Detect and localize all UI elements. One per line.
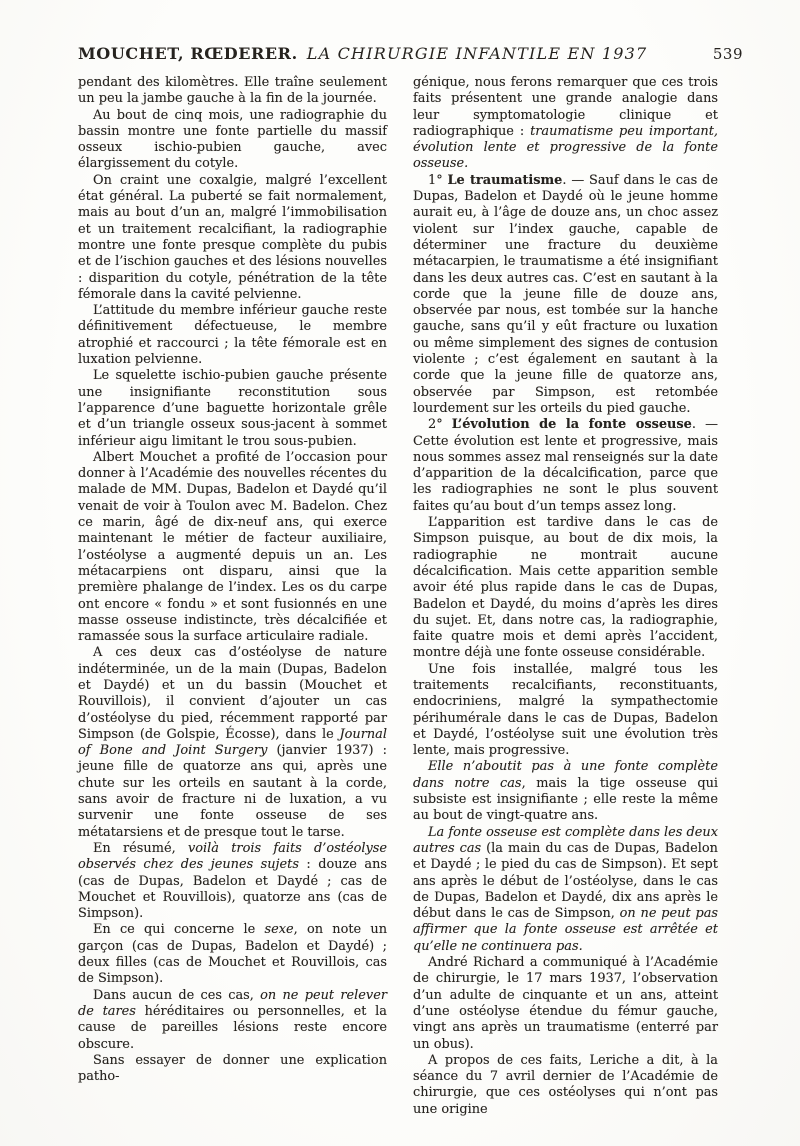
paragraph (78, 1053, 387, 1086)
paragraph (78, 303, 387, 368)
text-run: (la main du cas de Dupas, Badelon et Daydé ; le pied du cas de Simpson). Et sept ans après le début de l’ostéolyse, dans le cas de Dupas, Badelon et Daydé, dix ans après le début dans le cas de Simpson, (413, 840, 718, 922)
text-run: Dans aucun de ces cas, (93, 987, 261, 1003)
text-run: En résumé, (93, 840, 188, 856)
paragraph (413, 515, 718, 662)
italic-run: on ne peut relever de tares (78, 987, 387, 1019)
text-run: : douze ans (cas de Dupas, Badelon et Daydé ; cas de Mouchet et Rouvillois), quatorze ans (cas de Simpson). (78, 857, 387, 922)
bold-run: L’évolution de la fonte osseuse (451, 417, 692, 433)
text-run: pendant des kilomètres. Elle traîne seulement un peu la jambe gauche à la fin de la journée. (78, 75, 387, 107)
text-run: , on note un garçon (cas de Dupas, Badelon et Daydé) ; deux filles (cas de Mouchet et Rouvillois, cas de Simpson). (78, 922, 387, 987)
page-number: 539 (712, 45, 743, 63)
running-head (78, 44, 743, 63)
paragraph (413, 759, 718, 824)
text-run: En ce qui concerne le (93, 922, 265, 938)
paragraph (413, 825, 718, 955)
text-columns (78, 75, 718, 1118)
paragraph (78, 368, 387, 449)
paragraph (78, 173, 387, 303)
paragraph (413, 173, 718, 417)
italic-run: La fonte osseuse est complète dans les deux autres cas (413, 824, 718, 856)
running-head-authors: MOUCHET, RŒDERER. (78, 44, 298, 63)
text-run: A propos de ces faits, Leriche a dit, à la séance du 7 avril dernier de l’Académie de chirurgie, que ces ostéolyses qui n’ont pas une origine (413, 1052, 718, 1117)
column-left (78, 75, 387, 1118)
text-run: L’apparition est tardive dans le cas de Simpson puisque, au bout de dix mois, la radiographie ne montrait aucune décalcification. Mais cette apparition semble avoir été plus rapide dans le cas de Dupas, Badelon et Daydé, du moins d’après les dires du sujet. Et, dans notre cas, la radiographie, faite quatre mois et demi après l’accident, montre déjà une fonte osseuse considérable. (413, 515, 718, 661)
paragraph (78, 841, 387, 922)
text-run: A ces deux cas d’ostéolyse de nature indéterminée, un de la main (Dupas, Badelon et Daydé) et un du bassin (Mouchet et Rouvillois), il convient d’ajouter un cas d’ostéolyse du pied, récemment rapporté par Simpson (de Golspie, Écosse), dans le (78, 645, 387, 742)
text-run: 1° (428, 172, 448, 188)
text-run: , mais la tige osseuse qui subsiste est insignifiante ; elle reste la même au bout de vingt-quatre ans. (413, 775, 718, 824)
text-run: L’attitude du membre inférieur gauche reste définitivement défectueuse, le membre atrophié et raccourci ; la tête fémorale est en luxation pelvienne. (78, 303, 387, 368)
paragraph (413, 955, 718, 1053)
paragraph (78, 75, 387, 108)
italic-run: sexe (264, 922, 294, 938)
paragraph (78, 922, 387, 987)
paragraph (78, 645, 387, 841)
italic-run: traumatisme peu important, évolution lente et progressive de la fonte osseuse. (413, 123, 718, 172)
paragraph (413, 417, 718, 515)
text-run: On craint une coxalgie, malgré l’excellent état général. La puberté se fait normalement, mais au bout d’un an, malgré l’immobilisation et un traitement recalcifiant, la radiographie montre une fonte presque complète du pubis et de l’ischion gauches et des lésions nouvelles : disparition du cotyle, pénétration de la tête fémorale dans la cavité pelvienne. (78, 172, 387, 302)
paragraph (78, 450, 387, 646)
bold-run: Le traumatisme (447, 172, 563, 188)
paragraph (413, 75, 718, 173)
text-run: 2° (428, 417, 452, 433)
paragraph (78, 988, 387, 1053)
text-run: . — Cette évolution est lente et progressive, mais nous sommes assez mal renseignés sur la date d’apparition de la décalcification, parce que les radiographies ne sont le plus souvent faites qu’au bout d’un temps assez long. (413, 417, 718, 514)
running-head-title: LA CHIRURGIE INFANTILE EN 1937 (306, 44, 648, 63)
text-run: (janvier 1937) : jeune fille de quatorze ans qui, après une chute sur les orteils en sautant à la corde, sans avoir de fracture ni de luxation, a vu survenir une fonte osseuse de ses métatarsiens et de presque tout le tarse. (78, 743, 387, 840)
text-run: Au bout de cinq mois, une radiographie du bassin montre une fonte partielle du massif osseux ischio-pubien gauche, avec élargissement du cotyle. (78, 107, 387, 172)
column-right (413, 75, 718, 1118)
italic-run: voilà trois faits d’ostéolyse observés chez des jeunes sujets (78, 840, 387, 873)
text-run: héréditaires ou personnelles, et la cause de pareilles lésions reste encore obscure. (78, 1003, 387, 1052)
paragraph (413, 1053, 718, 1118)
text-run: André Richard a communiqué à l’Académie de chirurgie, le 17 mars 1937, l’observation d’un adulte de cinquante et un ans, atteint d’une ostéolyse étendue du fémur gauche, vingt ans après un traumatisme (enterré par un obus). (413, 955, 718, 1052)
italic-run: Journal of Bone and Joint Surgery (78, 726, 387, 759)
text-run: Albert Mouchet a profité de l’occasion pour donner à l’Académie des nouvelles récentes du malade de MM. Dupas, Badelon et Daydé qu’il venait de voir à Toulon avec M. Badelon. Chez ce marin, âgé de dix-neuf ans, qui exerce maintenant le métier de facteur auxiliaire, l’ostéolyse a augmenté depuis un an. Les métacarpiens ont disparu, ainsi que la première phalange de l’index. Les os du carpe ont encore « fondu » et sont fusionnés en une masse osseuse indistincte, très décalcifiée et ramassée sous la surface articulaire radiale. (78, 449, 387, 645)
text-run: génique, nous ferons remarquer que ces trois faits présentent une grande analogie dans leur symptomatologie clinique et radiographique : (413, 75, 718, 139)
paragraph (413, 662, 718, 760)
text-run: Sans essayer de donner une explication patho- (78, 1052, 387, 1085)
paragraph (78, 108, 387, 173)
text-run: Le squelette ischio-pubien gauche présente une insignifiante reconstitution sous l’apparence d’une baguette horizontale grêle et d’un triangle osseux sous-jacent à sommet inférieur aigu limitant le trou sous-pubien. (78, 368, 387, 449)
text-run: Une fois installée, malgré tous les traitements recalcifiants, reconstituants, endocriniens, malgré la sympathectomie périhumérale dans le cas de Dupas, Badelon et Daydé, l’ostéolyse suit une évolution très lente, mais progressive. (413, 661, 718, 759)
text-run: . — Sauf dans le cas de Dupas, Badelon et Daydé où le jeune homme aurait eu, à l’âge de douze ans, un choc assez violent sur l’index gauche, capable de déterminer une fracture du deuxième métacarpien, le traumatisme a été insignifiant dans les deux autres cas. C’est en sautant à la corde que la jeune fille de douze ans, observée par nous, est tombée sur la hanche gauche, sans qu’il y eût fracture ou luxation ou même simplement des signes de contusion violente ; c’est également en sautant à la corde que la jeune fille de quatorze ans, observée par Simpson, est retombée lourdement sur les orteils du pied gauche. (413, 172, 718, 416)
italic-run: on ne peut pas affirmer que la fonte osseuse est arrêtée et qu’elle ne continuera pas. (413, 906, 718, 954)
italic-run: Elle n’aboutit pas à une fonte complète dans notre cas (413, 759, 718, 791)
